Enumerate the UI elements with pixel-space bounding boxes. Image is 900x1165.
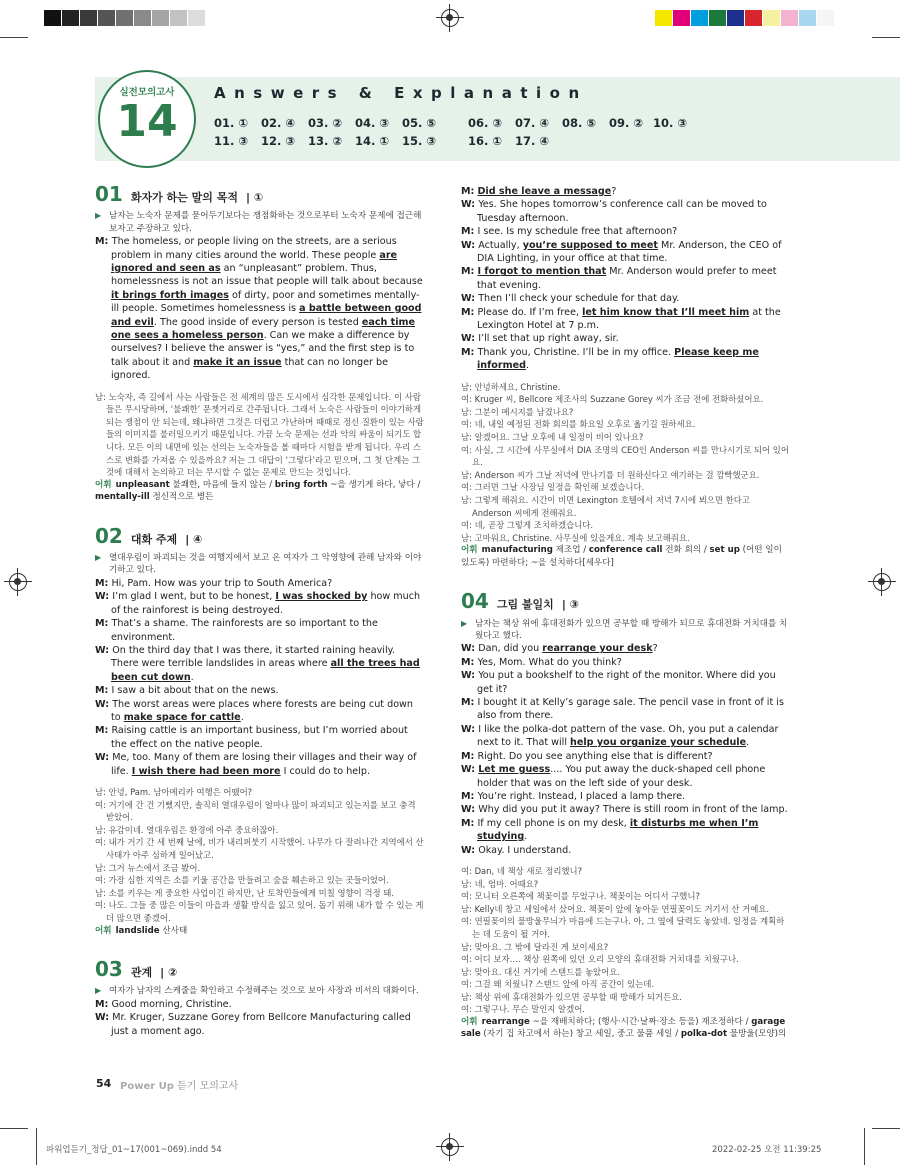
answer-key-item: 10. ③: [653, 116, 688, 130]
vocab-label: 어휘: [461, 545, 478, 556]
korean-line: 남: 소를 키우는 게 중요한 사업이긴 하지만, 난 토착민들에게 미칠 영향이 걱정 돼.: [95, 887, 394, 898]
korean-line: 여: 그러면 그날 사장님 일정을 확인해 보겠습니다.: [461, 482, 645, 493]
vocab-label: 어휘: [461, 1017, 478, 1028]
crop-mark: [0, 1128, 28, 1129]
vocab-term: rearrange: [481, 1017, 530, 1028]
key-phrase: Please keep me informed: [477, 346, 759, 372]
swatch: [799, 10, 816, 26]
korean-line: 여: 모니터 오른쪽에 책꽂이를 두었구나. 책꽂이는 어디서 구했니?: [461, 891, 700, 902]
dialogue-line: [95, 998, 425, 1011]
text: I saw a bit about that on the news.: [111, 685, 279, 697]
answer-key-item: 01. ①: [214, 116, 249, 130]
vocab-def: ~을 생기게 하다, 낳다 /: [327, 479, 421, 490]
korean-line: 남: Kelly네 창고 세일에서 샀어요. 책꽂이 앞에 놓아둔 연필꽂이도 거기서 산 거예요.: [461, 903, 770, 914]
text: . Can we make a difference by ourselves? I believe the answer is “yes,” and the first step is to talk about it and: [111, 330, 415, 368]
answer-key-item: 12. ③: [261, 134, 296, 148]
print-slug-timestamp: 2022-02-25 오전 11:39:25: [712, 1145, 822, 1155]
text: Thank you, Christine. I’ll be in my office.: [477, 346, 675, 358]
speaker: M:: [461, 750, 475, 762]
key-phrase: make space for cattle: [123, 711, 241, 723]
dialogue-line: [95, 751, 425, 778]
swatch: [781, 10, 798, 26]
speaker: W:: [95, 1012, 110, 1024]
text: . The good inside of every person is tested: [153, 316, 362, 328]
speaker: W:: [461, 293, 476, 305]
section-03-header: [95, 956, 425, 981]
text: If my cell phone is on my desk,: [477, 817, 630, 829]
korean-line: 남: 고마워요, Christine. 사무실에 있을게요. 계속 보고해줘요.: [461, 532, 690, 543]
dialogue-line: [95, 684, 425, 697]
crop-mark: [36, 1128, 37, 1165]
swatch: [817, 10, 834, 26]
text: Mr. Anderson, the CEO of DIA Lighting, in your office at that time.: [477, 239, 782, 265]
text: Dan, did you: [478, 643, 543, 655]
vocab-def: 산사태: [159, 925, 188, 936]
korean-line: 여: 네, 곧장 그렇게 조치하겠습니다.: [461, 520, 594, 531]
section-number: 01: [95, 182, 123, 206]
key-phrase: it disturbs me when I’m studying: [477, 817, 759, 843]
speaker: M:: [95, 998, 109, 1010]
answer-key-item: 17. ④: [515, 134, 550, 148]
registration-mark-right: [873, 573, 891, 591]
section-number: 02: [95, 523, 123, 548]
vocab-def: 제조업 /: [552, 545, 589, 556]
key-phrase: I was shocked by: [275, 591, 368, 603]
left-column: [95, 182, 425, 1038]
registration-mark-bottom: [441, 1138, 459, 1156]
speaker: M:: [461, 346, 475, 358]
dialogue-line: [461, 790, 791, 803]
swatch: [170, 10, 187, 26]
text: I could do to help.: [280, 765, 370, 777]
text: Me, too. Many of them are losing their villages and their way of life.: [111, 752, 417, 777]
text: The worst areas were places where forests are being cut down to: [111, 698, 413, 723]
text: Right. Do you see anything else that is different?: [477, 750, 713, 762]
text: Then I’ll check your schedule for that day.: [478, 293, 680, 305]
running-footer: [120, 1077, 238, 1092]
key-phrase: I forgot to mention that: [477, 266, 607, 278]
vocab-def: 정신적으로 병든: [149, 492, 214, 503]
speaker: M:: [461, 656, 475, 668]
vocabulary: [95, 925, 425, 937]
text: ?: [652, 643, 658, 655]
answer-key-item: 14. ①: [355, 134, 390, 148]
key-phrase: I wish there had been more: [131, 765, 281, 777]
dialogue-line: [461, 346, 791, 373]
text: I’m glad I went, but to be honest,: [112, 591, 276, 603]
korean-line: 여: 사실, 그 시간에 사무실에서 DIA 조명의 CEO인 Anderson 씨를 만나시기로 되어 있어요.: [461, 444, 789, 468]
vocab-def: 불쾌한, 마음에 들지 않는 /: [169, 479, 275, 490]
key-phrase: you’re supposed to meet: [522, 239, 658, 251]
vocabulary: [461, 1016, 791, 1041]
text: I bought it at Kelly’s garage sale. The pencil vase in front of it is also from there.: [477, 697, 784, 722]
text: .: [524, 831, 528, 843]
key-phrase: rearrange your desk: [542, 643, 653, 655]
speaker: M:: [95, 685, 109, 697]
speaker: M:: [95, 577, 109, 589]
answer-key-item: 07. ④: [515, 116, 550, 130]
speaker: M:: [461, 186, 475, 197]
vocab-term: mentally-ill: [95, 492, 150, 503]
text: Yes. She hopes tomorrow’s conference call can be moved to Tuesday afternoon.: [477, 199, 767, 224]
key-phrase: each time one sees a homeless person: [111, 316, 416, 342]
vocab-label: 어휘: [95, 925, 112, 936]
answer-key-item: 13. ②: [308, 134, 343, 148]
section-answer: | ④: [185, 532, 203, 546]
answer-key-item: 04. ③: [355, 116, 390, 130]
dialogue-line: [95, 724, 425, 751]
vocab-def: ~을 재배치하다; (행사·시간·날짜·장소 등을) 재조정하다 /: [529, 1017, 752, 1028]
section-01-header: [95, 182, 425, 206]
korean-line: 여: 네, 내일 예정된 전화 회의를 화요일 오후로 옮기길 원하세요.: [461, 419, 696, 430]
section-number: 03: [95, 956, 123, 981]
text: Actually,: [478, 239, 523, 251]
section-04-header: [461, 589, 791, 614]
section-answer: | ①: [245, 191, 264, 204]
dialogue-line: [461, 642, 791, 655]
dialogue-line: [461, 669, 791, 696]
text: Good morning, Christine.: [111, 998, 232, 1010]
korean-line: 남: 유감이네. 열대우림은 환경에 아주 중요하잖아.: [95, 824, 279, 835]
text: Please do. If I’m free,: [477, 306, 583, 318]
text: an “unpleasant” problem. Thus, homelessness is not an issue that people will talk about because: [111, 263, 423, 288]
dialogue-line: [461, 803, 791, 816]
key-phrase: Did she leave a message: [477, 186, 612, 197]
korean-line: 여: 그렇구나. 무슨 말인지 알겠어.: [461, 1004, 585, 1015]
key-phrase: all the trees had been cut down: [111, 658, 420, 683]
section-title: 그림 불일치: [496, 598, 554, 612]
text: You’re right. Instead, I placed a lamp there.: [477, 790, 686, 802]
text: I see. Is my schedule free that afternoon?: [477, 226, 678, 238]
triangle-bullet-icon: ▶: [95, 211, 102, 221]
section-title: 대화 주제: [130, 532, 178, 546]
dialogue-line: [461, 265, 791, 292]
crop-mark: [872, 37, 900, 38]
speaker: W:: [461, 199, 476, 211]
right-column: [461, 185, 791, 1041]
book-title: Power Up: [120, 1081, 174, 1092]
dialogue-line: [461, 750, 791, 763]
section-intro: [95, 985, 425, 997]
speaker: W:: [461, 844, 476, 856]
speaker: W:: [95, 591, 110, 603]
dialogue-line: [461, 185, 791, 198]
key-phrase: help you organize your schedule: [570, 737, 747, 749]
korean-line: 여: Dan, 네 책상 새로 정리했니?: [461, 865, 583, 876]
vocab-term: set up: [709, 545, 740, 556]
vocab-term: conference call: [588, 545, 663, 556]
page-title: Answers & Explanation: [214, 84, 588, 102]
text: .: [526, 360, 530, 372]
swatch: [745, 10, 762, 26]
text: Okay. I understand.: [478, 844, 572, 856]
swatch: [655, 10, 672, 26]
dialogue-line: [95, 1011, 425, 1038]
dialogue-line: [461, 306, 791, 333]
section-intro: [95, 552, 425, 577]
triangle-bullet-icon: ▶: [95, 553, 102, 563]
section-number: 04: [461, 589, 489, 614]
text: Mr. Kruger, Suzzane Gorey from Bellcore Manufacturing called just a moment ago.: [111, 1012, 411, 1037]
speaker: W:: [461, 670, 476, 682]
korean-line: 남: 알겠어요. 그날 오후에 내 일정이 비어 있나요?: [461, 432, 644, 443]
section-answer: | ③: [561, 598, 579, 612]
vocab-term: landslide: [115, 925, 160, 936]
swatch: [709, 10, 726, 26]
text: .: [746, 737, 750, 749]
swatch: [727, 10, 744, 26]
swatch: [62, 10, 79, 26]
monologue: M: The homeless, or people living on the streets, are a serious problem in many cities around the world. These people are ignored and seen as an “unpleasant” problem. Thus, homelessness is not an issue that people will talk about because it brings forth images of dirty, poor and sometimes mentally-ill people. Sometimes homelessness is a battle between good and evil. The good inside of every person is tested each time one sees a homeless person. Can we make a difference by ourselves? I believe the answer is “yes,” and the first step is to talk about it and make it an issue that can no longer be ignored.: [95, 236, 423, 382]
dialogue-line: [95, 644, 425, 684]
triangle-bullet-icon: ▶: [461, 618, 468, 628]
speaker: M:: [95, 725, 109, 737]
answer-key-item: 08. ⑤: [562, 116, 597, 130]
text: Mr. Anderson would prefer to meet that evening.: [477, 266, 777, 291]
section-02-header: [95, 523, 425, 548]
dialogue-line: [461, 656, 791, 669]
korean-line: 남: 그렇게 해줘요. 시간이 비면 Lexington 호텔에서 저녁 7시에 뵈으면 한다고 Anderson 씨에게 전해줘요.: [461, 495, 750, 518]
swatch: [763, 10, 780, 26]
vocab-term: manufacturing: [481, 545, 553, 556]
dialogue-line: [461, 292, 791, 305]
vocab-term: unpleasant: [115, 479, 170, 490]
korean-line: 남: 맞아요. 그 밖에 달라진 게 보이세요?: [461, 941, 609, 952]
badge-label: 실전모의고사: [119, 87, 175, 98]
speaker: M:: [461, 266, 475, 278]
korean-line: 여: 연필꽂이의 물방울무늬가 마음에 드는구나. 아, 그 옆에 달력도 놓았네. 일정을 계획하는 데 도움이 될 거야.: [461, 916, 785, 939]
vocab-def: (어떤 일이 있도록) 마련하다; ~을 설치하다[세우다]: [461, 545, 782, 568]
dialogue-line: [461, 225, 791, 238]
section-title: 관계: [130, 965, 153, 979]
korean-line: 남: 그분이 메시지를 남겼나요?: [461, 406, 574, 417]
korean-line: 여: 내가 거기 간 세 번째 날에, 비가 내리퍼붓기 시작했어. 나무가 다 잘려나간 지역에서 산사태가 아주 심하게 일어났고.: [95, 837, 424, 860]
dialogue-line: [461, 696, 791, 723]
answer-key-item: 09. ②: [609, 116, 644, 130]
swatch: [44, 10, 61, 26]
crop-mark: [0, 37, 28, 38]
text: Yes, Mom. What do you think?: [477, 656, 622, 668]
vocab-term: polka-dot: [680, 1029, 728, 1040]
korean-translation: 남: 노숙자, 즉 길에서 사는 사람들은 전 세계의 많은 도시에서 심각한 문제입니다. 이 사람들은 무시당하며, ‘불쾌한’ 문젯거리로 간주됩니다. 그래서 노숙은 사람들이 이야기하게 되는 쟁점이 안 되는데, 왜냐하면 그것은 더럽고 가난하며 때때로 정신 질환이 있는 사람들의 이미지를 불러일으키기 때문입니다. 가끔 노숙 문제는 선과 악의 싸움이 되기도 합니다. 모든 이의 내면에 있는 선의는 노숙자들을 볼 때마다 시험을 받게 됩니다. 우리 스스로 변화를 가져올 수 있을까요? 저는 그 대답이 ‘그렇다’라고 믿으며, 그 첫 단계는 그것에 대해서 논의하고 더는 무시할 수 없는 문제로 만드는 것입니다.: [95, 391, 424, 478]
swatch: [98, 10, 115, 26]
korean-line: 남: 그거 뉴스에서 조금 봤어.: [95, 862, 201, 873]
korean-line: 남: 네, 엄마. 어때요?: [461, 878, 539, 889]
swatch: [134, 10, 151, 26]
swatch: [691, 10, 708, 26]
book-subtitle: 듣기 모의고사: [173, 1081, 239, 1092]
korean-line: 여: 어디 보자…. 책상 왼쪽에 있던 오리 모양의 휴대전화 거치대를 치웠구나.: [461, 954, 739, 965]
dialogue-line: [461, 723, 791, 750]
speaker: W:: [461, 333, 476, 345]
key-phrase: Let me guess: [478, 764, 551, 776]
speaker: M:: [95, 618, 109, 630]
speaker: W:: [95, 752, 110, 764]
answer-key-item: 15. ③: [402, 134, 437, 148]
swatch: [116, 10, 133, 26]
dialogue-line: [461, 844, 791, 857]
text: On the third day that I was there, it started raining heavily. There were terrible landslides in areas where: [111, 644, 395, 670]
answer-key-item: 16. ①: [468, 134, 503, 148]
speaker: M:: [461, 790, 475, 802]
key-phrase: are ignored and seen as: [111, 249, 398, 275]
korean-line: 여: 거기에 간 건 기뻤지만, 솔직히 열대우림이 얼마나 많이 파괴되고 있는지를 보고 충격 받았어.: [95, 799, 416, 823]
test-number-badge: [98, 70, 196, 168]
text: That’s a shame. The rainforests are so important to the environment.: [111, 618, 378, 643]
intro-text: 열대우림이 파괴되는 것을 여행지에서 보고 온 여자가 그 악영향에 관해 남자와 이야기하고 있다.: [109, 553, 422, 576]
vocab-term: bring forth: [274, 479, 328, 490]
dialogue-line: [461, 332, 791, 345]
korean-line: 남: 안녕하세요, Christine.: [461, 381, 561, 392]
vocab-def: (자기 집 차고에서 하는) 창고 세일, 중고 물품 세일 /: [480, 1029, 681, 1040]
text: The homeless, or people living on the streets, are a serious problem in many cities around the world. These people: [111, 236, 397, 261]
dialogue-line: [461, 198, 791, 225]
page-number: 54: [96, 1077, 112, 1090]
swatch: [188, 10, 205, 26]
vocabulary: [461, 544, 791, 569]
dialogue-line: [461, 763, 791, 790]
badge-number: 14: [116, 96, 178, 147]
vocab-def: 물방울(모양)의: [727, 1029, 787, 1040]
text: how much of the rainforest is being destroyed.: [111, 591, 421, 616]
vocab-label: 어휘: [95, 479, 112, 490]
answer-key-item: 02. ④: [261, 116, 296, 130]
key-phrase: make it an issue: [193, 356, 282, 368]
vocab-term: garage sale: [461, 1017, 786, 1040]
registration-mark-top: [441, 9, 459, 27]
text: Why did you put it away? There is still room in front of the lamp.: [478, 804, 788, 816]
intro-text: 여자가 남자의 스케줄을 확인하고 수정해주는 것으로 보아 사장과 비서의 대화이다.: [109, 986, 419, 997]
answer-key-item: 03. ②: [308, 116, 343, 130]
swatch: [80, 10, 97, 26]
korean-line: 남: 책상 위에 휴대전화가 있으면 공부할 때 방해가 되거든요.: [461, 991, 682, 1002]
text: .: [190, 671, 194, 683]
korean-line: 남: 안녕, Pam. 남아메리카 여행은 어땠어?: [95, 786, 253, 797]
text: I like the polka-dot pattern of the vase. Oh, you put a calendar next to it. That will: [477, 723, 779, 749]
key-phrase: it brings forth images: [111, 289, 229, 301]
registration-mark-left: [9, 573, 27, 591]
swatch: [152, 10, 169, 26]
crop-mark: [864, 1128, 865, 1165]
text: at the Lexington Hotel at 7 p.m.: [477, 306, 781, 332]
dialogue-line: [461, 817, 791, 844]
korean-line: 여: Kruger 씨, Bellcore 제조사의 Suzzane Gorey 씨가 조금 전에 전화하셨어요.: [461, 394, 764, 405]
speaker: W:: [461, 764, 476, 776]
dialogue-line: [95, 577, 425, 590]
speaker: M:: [461, 226, 475, 238]
speaker: W:: [95, 698, 110, 710]
dialogue-line: [95, 617, 425, 644]
dialogue-line: [95, 590, 425, 617]
text: Hi, Pam. How was your trip to South America?: [111, 577, 333, 589]
speaker: M:: [461, 306, 475, 318]
dialogue-line: [461, 239, 791, 266]
text: that can no longer be ignored.: [111, 356, 389, 382]
key-phrase: let him know that I’ll meet him: [582, 306, 750, 318]
section-answer: | ②: [160, 965, 178, 979]
triangle-bullet-icon: ▶: [95, 986, 102, 996]
text: I’ll set that up right away, sir.: [478, 333, 619, 345]
section-intro: [461, 618, 791, 643]
intro-text: 남자는 노숙자 문제를 묻어두기보다는 쟁점화하는 것으로부터 노숙자 문제에 접근해 보자고 주장하고 있다.: [109, 211, 422, 234]
korean-line: 여: 가장 심한 지역은 소를 키울 공간을 만들려고 숲을 훼손하고 있는 곳들이었어.: [95, 875, 389, 886]
speaker: W:: [461, 723, 476, 735]
speaker: W:: [95, 644, 110, 656]
vocab-def: 전화 회의 /: [662, 545, 710, 556]
text: .... You put away the duck-shaped cell phone holder that was on the left side of your desk.: [477, 764, 766, 789]
korean-line: 여: 그걸 왜 치웠니? 스탠드 앞에 아직 공간이 있는데.: [461, 979, 655, 990]
intro-text: 남자는 책상 위에 휴대전화가 있으면 공부할 때 방해가 되므로 휴대전화 거치대를 치웠다고 했다.: [475, 618, 788, 642]
text: .: [240, 711, 244, 723]
section-intro: [95, 210, 425, 235]
dialogue-line: [95, 698, 425, 725]
speaker: M:: [461, 697, 475, 709]
text: You put a bookshelf to the right of the monitor. Where did you get it?: [477, 670, 776, 695]
answer-key-item: 06. ③: [468, 116, 503, 130]
speaker: M:: [461, 817, 475, 829]
korean-line: 남: Anderson 씨가 그날 저녁에 만나기를 더 원하신다고 얘기하는 걸 깜빡했군요.: [461, 469, 760, 480]
section-title: 화자가 하는 말의 목적: [130, 191, 238, 204]
swatch: [673, 10, 690, 26]
text: of dirty, poor and sometimes mentally-ill people. Sometimes homelessness is: [111, 289, 420, 315]
key-phrase: a battle between good and evil: [111, 303, 422, 328]
vocabulary: [95, 479, 425, 504]
answer-key-item: 05. ⑤: [402, 116, 437, 130]
text: Raising cattle is an important business, but I’m worried about the effect on the native people.: [111, 725, 408, 750]
speaker: W:: [461, 804, 476, 816]
korean-line: 남: 맞아요. 대신 거기에 스탠드를 놓았어요.: [461, 966, 620, 977]
crop-mark: [872, 1128, 900, 1129]
speaker: W:: [461, 643, 476, 655]
answer-key-item: 11. ③: [214, 134, 249, 148]
text: ?: [611, 186, 617, 197]
speaker: W:: [461, 239, 476, 251]
print-slug-filename: 파워업듣기_정답_01~17(001~069).indd 54: [46, 1145, 222, 1155]
korean-line: 여: 나도. 그들 중 많은 이들이 마을과 생활 방식을 잃고 있어. 돕기 위해 내가 할 수 있는 게 더 많으면 좋겠어.: [95, 900, 424, 923]
